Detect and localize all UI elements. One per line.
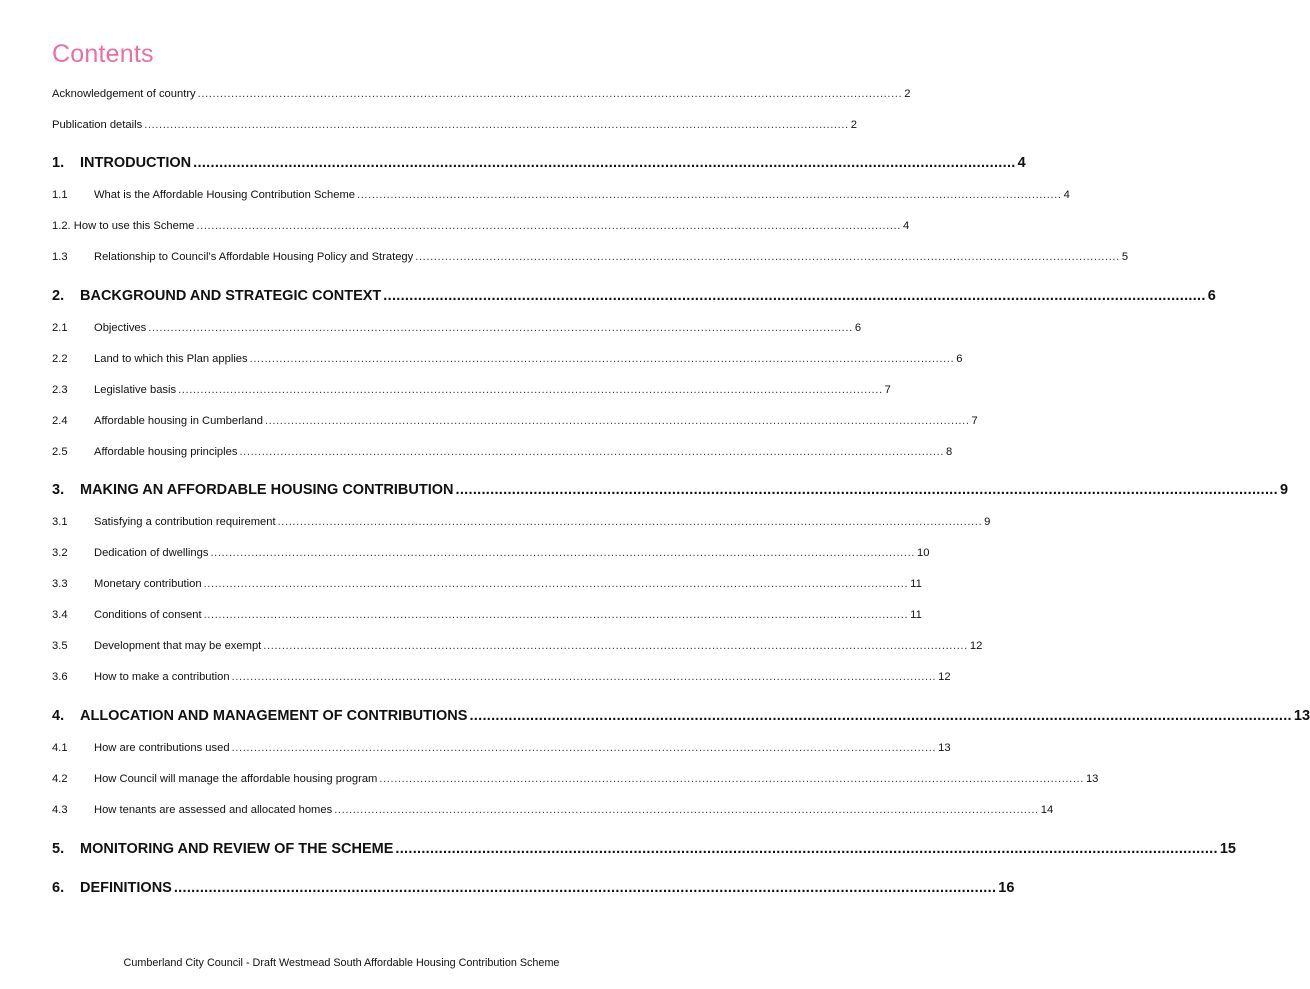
toc-entry-page: 6: [854, 322, 862, 334]
toc-entry-page: 8: [946, 446, 953, 458]
toc-chapter[interactable]: [52, 482, 1289, 498]
toc-entry-number: 2.3: [52, 384, 68, 396]
toc-entry[interactable]: [52, 189, 1070, 201]
dot-leader: ..............................................................................................................................................................................................: [196, 220, 901, 232]
toc-entry-label: How Council will manage the affordable housing program: [94, 773, 378, 785]
dot-leader: ..............................................................................................................................................................................................: [264, 415, 970, 427]
toc-chapter-page: 9: [1279, 482, 1289, 498]
toc-chapter[interactable]: [52, 288, 1216, 304]
toc-chapter-page: 16: [998, 880, 1015, 896]
toc-entry[interactable]: [52, 609, 922, 621]
toc-entry[interactable]: [52, 353, 963, 365]
toc-entry-page: 13: [1085, 773, 1099, 785]
dot-leader: ..............................................................................................................................................................................................: [356, 189, 1062, 201]
dot-leader: ..............................................................................................................................................................................................: [379, 773, 1084, 785]
toc-entry-label: 1.2. How to use this Scheme: [52, 220, 195, 232]
toc-entry-label: Affordable housing principles: [94, 446, 238, 458]
toc-chapter-page: 13: [1293, 708, 1310, 724]
toc-entry-page: 4: [1063, 189, 1070, 201]
toc-entry-label: How are contributions used: [94, 742, 230, 754]
dot-leader: ..............................................................................................................................................................................................: [231, 671, 937, 683]
toc-entry-page: 7: [884, 384, 891, 396]
toc-entry-label: What is the Affordable Housing Contribution Scheme: [94, 189, 355, 201]
toc-chapter-label: BACKGROUND AND STRATEGIC CONTEXT: [80, 288, 382, 304]
toc-entry[interactable]: [52, 384, 891, 396]
toc-entry[interactable]: [52, 220, 910, 232]
toc-entry[interactable]: [52, 742, 951, 754]
toc-chapter-number: 1.: [52, 155, 65, 171]
toc-entry[interactable]: [52, 119, 857, 131]
toc-entry-page: 12: [969, 640, 983, 652]
toc-entry-label: Land to which this Plan applies: [94, 353, 248, 365]
toc-entry[interactable]: [52, 547, 930, 559]
toc-entry-number: 2.2: [52, 353, 68, 365]
toc-chapter-number: 5.: [52, 841, 65, 857]
toc-entry[interactable]: [52, 578, 922, 590]
dot-leader: ..............................................................................................................................................................................................: [263, 640, 968, 652]
toc-entry-number: 1.1: [52, 189, 68, 201]
dot-leader: ..............................................................................................................................................................................................: [203, 578, 909, 590]
toc-entry-label: Satisfying a contribution requirement: [94, 516, 276, 528]
dot-leader: ..............................................................................................................................................................................................: [148, 322, 853, 334]
toc-chapter[interactable]: [52, 880, 1015, 896]
toc-entry[interactable]: [52, 251, 1129, 263]
toc-entry-number: 3.1: [52, 516, 68, 528]
toc-chapter[interactable]: [52, 841, 1236, 857]
toc-entry-number: 2.1: [52, 322, 68, 334]
toc-entry-label: Affordable housing in Cumberland: [94, 415, 263, 427]
toc-entry[interactable]: [52, 88, 911, 100]
toc-entry-number: 3.5: [52, 640, 68, 652]
toc-chapter-page: 4: [1017, 155, 1026, 171]
toc-entry-label: Dedication of dwellings: [94, 547, 209, 559]
dot-leader: ..............................................................................................................................................................................................: [239, 446, 945, 458]
dot-leader: ..............................................................................................................................................................................................: [197, 88, 903, 100]
toc-entry[interactable]: [52, 322, 862, 334]
dot-leader: ..............................................................................................................................................................................................: [469, 708, 1292, 724]
toc-entry-number: 4.3: [52, 804, 68, 816]
dot-leader: ..............................................................................................................................................................................................: [173, 880, 997, 896]
toc-chapter-label: DEFINITIONS: [80, 880, 172, 896]
toc-entry-page: 2: [850, 119, 857, 131]
toc-chapter-page: 15: [1219, 841, 1236, 857]
toc-chapter-page: 6: [1207, 288, 1216, 304]
toc-entry-number: 1.3: [52, 251, 68, 263]
toc-entry[interactable]: [52, 415, 978, 427]
toc-entry-page: 10: [917, 547, 930, 559]
toc-entry[interactable]: [52, 640, 983, 652]
dot-leader: ..............................................................................................................................................................................................: [210, 547, 916, 559]
dot-leader: ..............................................................................................................................................................................................: [395, 841, 1218, 857]
toc-chapter[interactable]: [52, 708, 1310, 724]
toc-entry-page: 6: [956, 353, 963, 365]
toc-entry-page: 14: [1040, 804, 1054, 816]
dot-leader: ..............................................................................................................................................................................................: [193, 155, 1016, 171]
toc-entry-page: 12: [938, 671, 951, 683]
toc-entry-label: How to make a contribution: [94, 671, 230, 683]
toc-entry-number: 4.1: [52, 742, 68, 754]
toc-chapter-label: ALLOCATION AND MANAGEMENT OF CONTRIBUTIONS: [80, 708, 468, 724]
toc-entry[interactable]: [52, 773, 1099, 785]
dot-leader: ..............................................................................................................................................................................................: [455, 482, 1278, 498]
toc-entry-label: Development that may be exempt: [94, 640, 262, 652]
toc-entry-number: 3.6: [52, 671, 68, 683]
toc-entry-page: 9: [984, 516, 991, 528]
dot-leader: ..............................................................................................................................................................................................: [231, 742, 937, 754]
toc-entry-number: 4.2: [52, 773, 68, 785]
toc-entry-label: Acknowledgement of country: [52, 88, 196, 100]
toc-chapter-number: 6.: [52, 880, 65, 896]
toc-entry-label: Publication details: [52, 119, 143, 131]
contents-heading: Contents: [52, 40, 154, 68]
toc-entry-page: 11: [910, 609, 922, 621]
toc-entry-page: 13: [938, 742, 951, 754]
dot-leader: ..............................................................................................................................................................................................: [144, 119, 849, 131]
toc-chapter-label: MONITORING AND REVIEW OF THE SCHEME: [80, 841, 394, 857]
toc-entry-page: 2: [904, 88, 911, 100]
toc-entry[interactable]: [52, 516, 991, 528]
dot-leader: ..............................................................................................................................................................................................: [203, 609, 909, 621]
dot-leader: ..............................................................................................................................................................................................: [334, 804, 1039, 816]
toc-entry-label: Relationship to Council’s Affordable Housing Policy and Strategy: [94, 251, 414, 263]
toc-entry-number: 3.4: [52, 609, 68, 621]
toc-chapter-number: 3.: [52, 482, 65, 498]
toc-chapter-number: 2.: [52, 288, 65, 304]
toc-entry-label: Monetary contribution: [94, 578, 202, 590]
toc-entry-label: Objectives: [94, 322, 147, 334]
toc-chapter-number: 4.: [52, 708, 65, 724]
toc-entry-number: 2.5: [52, 446, 68, 458]
toc-entry[interactable]: [52, 446, 953, 458]
toc-entry-label: Legislative basis: [94, 384, 177, 396]
dot-leader: ..............................................................................................................................................................................................: [178, 384, 883, 396]
toc-entry-page: 11: [910, 578, 922, 590]
toc-chapter[interactable]: [52, 155, 1026, 171]
dot-leader: ..............................................................................................................................................................................................: [277, 516, 983, 528]
toc-entry-page: 4: [902, 220, 910, 232]
toc-entry-label: Conditions of consent: [94, 609, 202, 621]
page-footer: Cumberland City Council - Draft Westmead South Affordable Housing Contribution Scheme: [123, 957, 560, 969]
dot-leader: ..............................................................................................................................................................................................: [383, 288, 1206, 304]
toc-entry-page: 5: [1121, 251, 1129, 263]
toc-entry[interactable]: [52, 671, 951, 683]
toc-entry-number: 2.4: [52, 415, 68, 427]
toc-entry-number: 3.3: [52, 578, 68, 590]
toc-chapter-label: MAKING AN AFFORDABLE HOUSING CONTRIBUTION: [80, 482, 454, 498]
toc-entry-page: 7: [971, 415, 978, 427]
toc-entry-label: How tenants are assessed and allocated homes: [94, 804, 333, 816]
dot-leader: ..............................................................................................................................................................................................: [249, 353, 955, 365]
toc-chapter-label: INTRODUCTION: [80, 155, 192, 171]
toc-entry[interactable]: [52, 804, 1054, 816]
dot-leader: ..............................................................................................................................................................................................: [415, 251, 1120, 263]
toc-entry-number: 3.2: [52, 547, 68, 559]
